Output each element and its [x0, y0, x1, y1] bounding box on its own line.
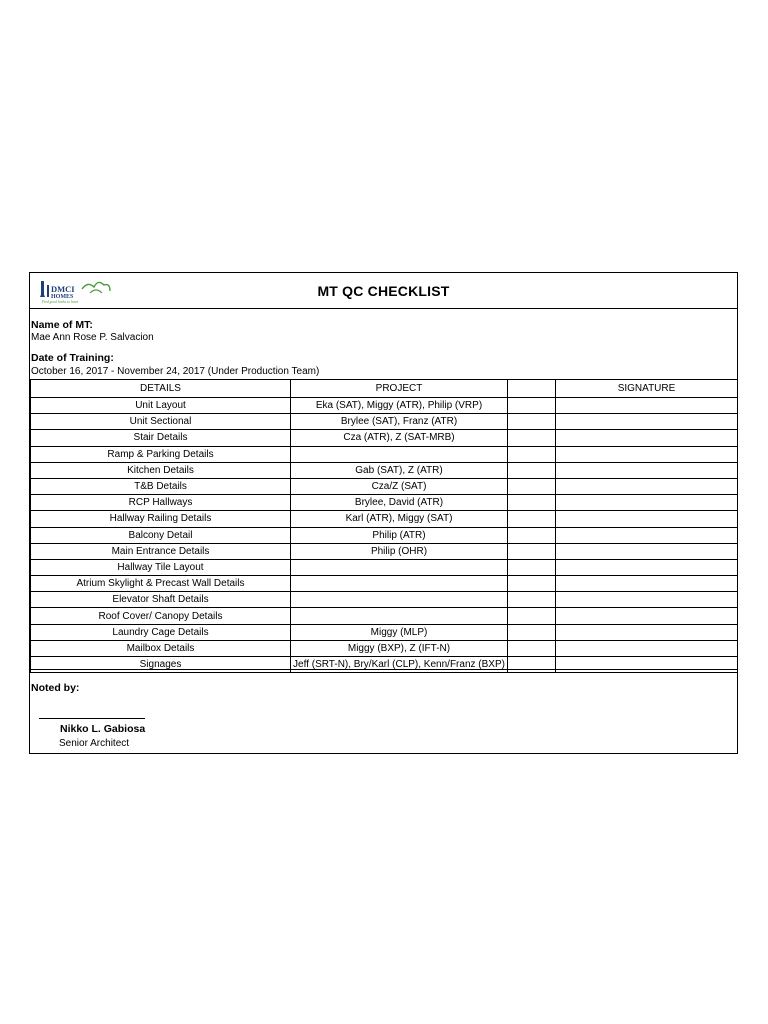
details-cell: Kitchen Details — [31, 462, 291, 478]
signature-cell[interactable] — [556, 608, 738, 624]
signature-cell[interactable] — [556, 640, 738, 656]
table-row — [31, 414, 738, 430]
project-cell — [291, 592, 508, 608]
signature-cell[interactable] — [556, 624, 738, 640]
details-cell: Signages — [31, 657, 291, 673]
table-row — [31, 511, 738, 527]
project-cell — [291, 559, 508, 575]
table-row — [31, 462, 738, 478]
table-row — [31, 398, 738, 414]
header — [30, 273, 737, 309]
table-row — [31, 446, 738, 462]
project-cell: Cza/Z (SAT) — [291, 478, 508, 494]
signer-name: Nikko L. Gabiosa — [60, 723, 146, 735]
details-cell: Unit Layout — [31, 398, 291, 414]
check-cell[interactable] — [508, 608, 556, 624]
project-cell: Philip (OHR) — [291, 543, 508, 559]
column-header-blank — [508, 380, 556, 398]
project-cell: Gab (SAT), Z (ATR) — [291, 462, 508, 478]
signature-cell[interactable] — [556, 495, 738, 511]
check-cell[interactable] — [508, 414, 556, 430]
check-cell[interactable] — [508, 640, 556, 656]
details-cell: Elevator Shaft Details — [31, 592, 291, 608]
project-cell: Miggy (BXP), Z (IFT-N) — [291, 640, 508, 656]
details-cell: Roof Cover/ Canopy Details — [31, 608, 291, 624]
signature-cell[interactable] — [556, 462, 738, 478]
check-cell[interactable] — [508, 543, 556, 559]
project-cell: Brylee, David (ATR) — [291, 495, 508, 511]
noted-by-section — [30, 669, 737, 753]
signature-cell[interactable] — [556, 543, 738, 559]
table-row — [31, 559, 738, 575]
table-row — [31, 543, 738, 559]
details-cell: Laundry Cage Details — [31, 624, 291, 640]
signature-cell[interactable] — [556, 527, 738, 543]
check-cell[interactable] — [508, 462, 556, 478]
noted-by-label: Noted by: — [31, 682, 80, 694]
check-cell[interactable] — [508, 446, 556, 462]
document-title: MT QC CHECKLIST — [317, 283, 450, 299]
check-cell[interactable] — [508, 430, 556, 446]
signature-cell[interactable] — [556, 398, 738, 414]
column-header-project: PROJECT — [291, 380, 508, 398]
project-cell: Brylee (SAT), Franz (ATR) — [291, 414, 508, 430]
table-row — [31, 478, 738, 494]
check-cell[interactable] — [508, 478, 556, 494]
details-cell: Mailbox Details — [31, 640, 291, 656]
project-cell: Miggy (MLP) — [291, 624, 508, 640]
signature-cell[interactable] — [556, 576, 738, 592]
check-cell[interactable] — [508, 495, 556, 511]
svg-text:DMCI: DMCI — [51, 284, 75, 294]
details-cell: Hallway Tile Layout — [31, 559, 291, 575]
check-cell[interactable] — [508, 576, 556, 592]
project-cell: Karl (ATR), Miggy (SAT) — [291, 511, 508, 527]
details-cell: Unit Sectional — [31, 414, 291, 430]
details-cell: Stair Details — [31, 430, 291, 446]
table-row — [31, 592, 738, 608]
table-row — [31, 430, 738, 446]
project-cell: Eka (SAT), Miggy (ATR), Philip (VRP) — [291, 398, 508, 414]
details-cell: Balcony Detail — [31, 527, 291, 543]
mt-name-label: Name of MT: — [31, 319, 93, 331]
table-row — [31, 624, 738, 640]
signer-role: Senior Architect — [59, 738, 130, 749]
column-header-details: DETAILS — [31, 380, 291, 398]
training-date-value: October 16, 2017 - November 24, 2017 (Under Production Team) — [31, 366, 320, 377]
project-cell — [291, 608, 508, 624]
project-cell: Jeff (SRT-N), Bry/Karl (CLP), Kenn/Franz (BXP) — [291, 657, 508, 673]
signature-line — [39, 718, 145, 719]
signature-cell[interactable] — [556, 559, 738, 575]
signature-cell[interactable] — [556, 446, 738, 462]
details-cell: RCP Hallways — [31, 495, 291, 511]
table-row — [31, 527, 738, 543]
table-body — [31, 398, 738, 673]
check-cell[interactable] — [508, 398, 556, 414]
table-row — [31, 640, 738, 656]
project-cell: Philip (ATR) — [291, 527, 508, 543]
table-row — [31, 576, 738, 592]
mt-name-value: Mae Ann Rose P. Salvacion — [31, 332, 154, 343]
details-cell: Main Entrance Details — [31, 543, 291, 559]
check-cell[interactable] — [508, 527, 556, 543]
project-cell — [291, 576, 508, 592]
check-cell[interactable] — [508, 592, 556, 608]
details-cell: Atrium Skylight & Precast Wall Details — [31, 576, 291, 592]
project-cell: Cza (ATR), Z (SAT-MRB) — [291, 430, 508, 446]
table-row — [31, 608, 738, 624]
check-cell[interactable] — [508, 624, 556, 640]
checklist-table — [30, 379, 738, 673]
details-cell: Ramp & Parking Details — [31, 446, 291, 462]
details-cell: Hallway Railing Details — [31, 511, 291, 527]
svg-text:Find good books to learn: Find good books to learn — [42, 300, 79, 304]
project-cell — [291, 446, 508, 462]
svg-text:HOMES: HOMES — [51, 294, 74, 300]
signature-cell[interactable] — [556, 414, 738, 430]
column-header-signature: SIGNATURE — [556, 380, 738, 398]
details-cell: T&B Details — [31, 478, 291, 494]
signature-cell[interactable] — [556, 478, 738, 494]
check-cell[interactable] — [508, 559, 556, 575]
table-header-row — [31, 380, 738, 398]
signature-cell[interactable] — [556, 430, 738, 446]
signature-cell[interactable] — [556, 511, 738, 527]
table-row — [31, 495, 738, 511]
training-date-label: Date of Training: — [31, 352, 114, 364]
signature-cell[interactable] — [556, 592, 738, 608]
check-cell[interactable] — [508, 511, 556, 527]
checklist-sheet — [29, 272, 738, 754]
